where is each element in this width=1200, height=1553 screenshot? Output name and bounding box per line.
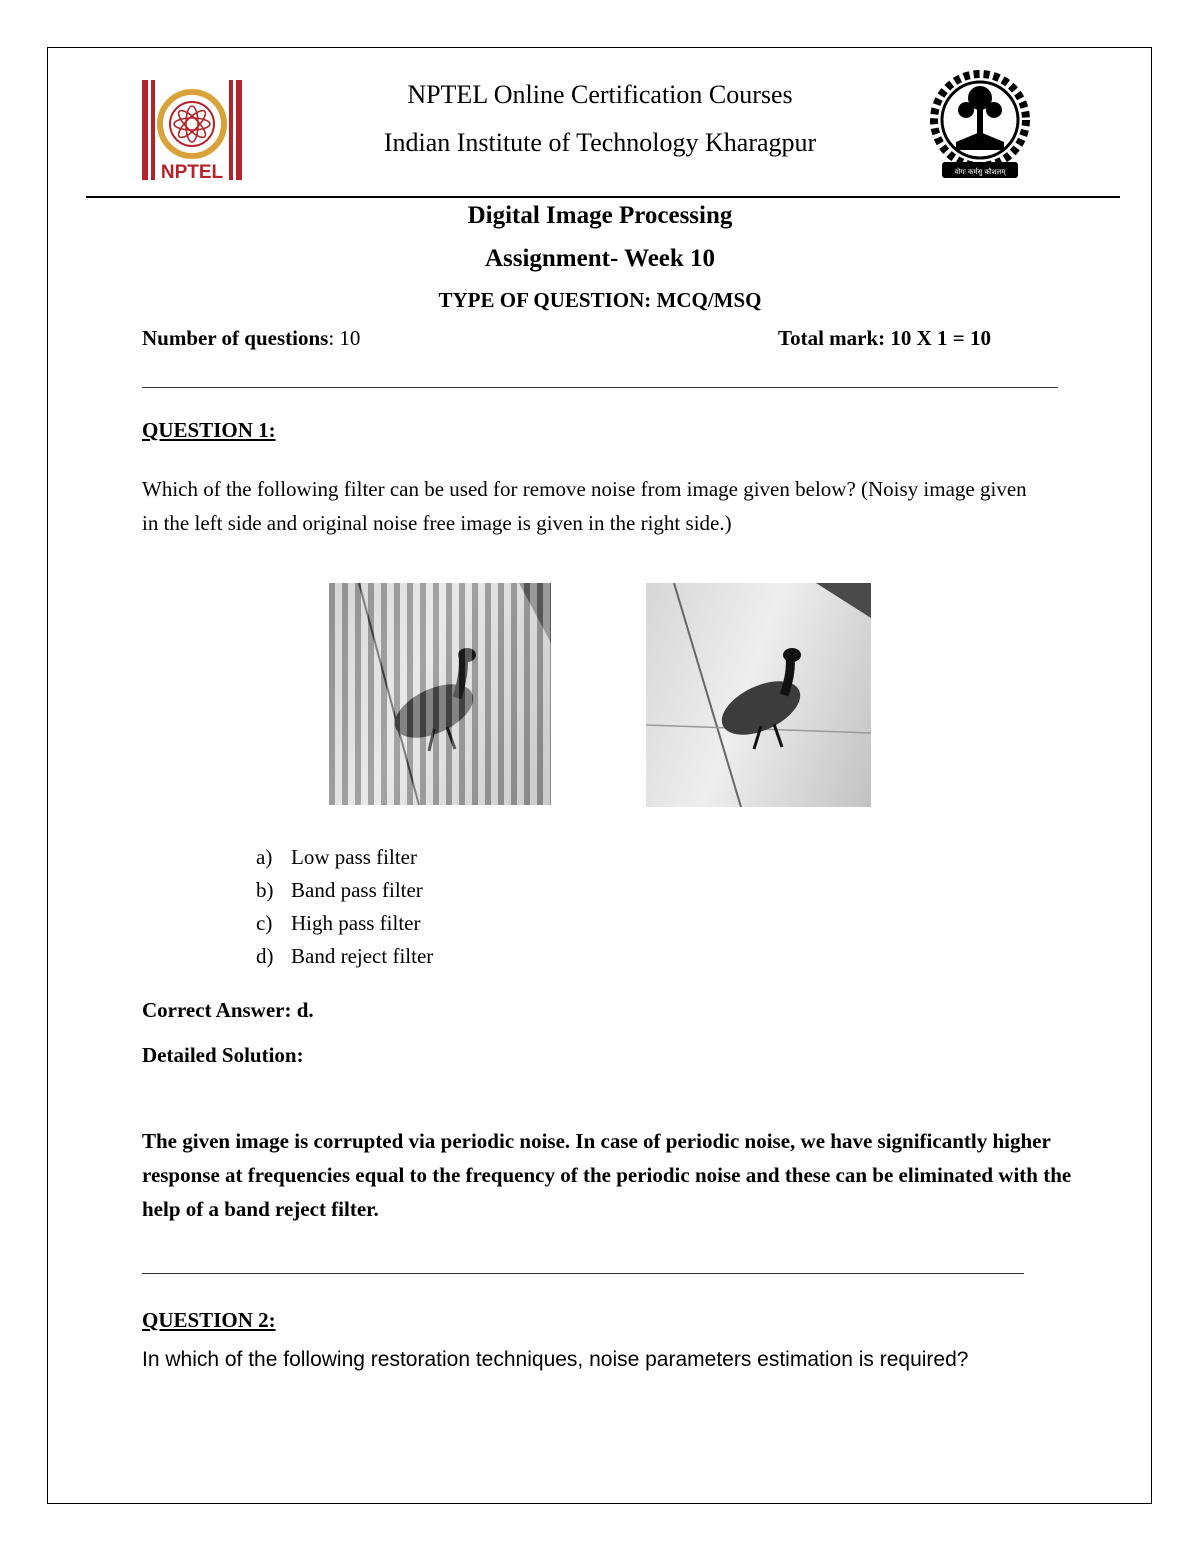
course-title: Digital Image Processing xyxy=(467,202,733,229)
question-2-heading: QUESTION 2: xyxy=(142,1308,276,1332)
option-label: d) xyxy=(256,944,274,968)
question-1-text: Which of the following filter can be used for remove noise from image given below? (Noisy image given in the left side and original noise free image is given in the right side.) xyxy=(142,477,1027,535)
option-a xyxy=(256,845,417,870)
option-d xyxy=(256,944,433,969)
iit-kharagpur-logo xyxy=(928,70,1032,184)
number-of-questions-value: : 10 xyxy=(328,326,361,350)
header-rule xyxy=(86,196,1120,198)
assignment-title: Assignment- Week 10 xyxy=(484,245,716,272)
header-line-1: NPTEL Online Certification Courses xyxy=(407,80,793,109)
number-of-questions-label: Number of questions xyxy=(142,326,329,350)
option-b xyxy=(256,878,423,903)
option-text: Band reject filter xyxy=(291,944,434,968)
nptel-logo xyxy=(140,80,244,184)
noisy-goose-image xyxy=(329,583,551,805)
separator-line xyxy=(142,387,1058,388)
option-text: Band pass filter xyxy=(291,878,423,902)
number-of-questions xyxy=(142,326,360,351)
periodic-noise-stripes xyxy=(329,583,551,805)
question-1-heading: QUESTION 1: xyxy=(142,418,276,442)
option-text: High pass filter xyxy=(291,911,421,935)
clean-goose-image xyxy=(646,583,871,807)
nptel-logo-text: NPTEL xyxy=(160,162,224,183)
option-label: c) xyxy=(256,911,273,935)
solution-heading: Detailed Solution: xyxy=(142,1043,304,1067)
option-c xyxy=(256,911,420,936)
header-line-2: Indian Institute of Technology Kharagpur xyxy=(383,128,817,157)
question-2-text: In which of the following restoration techniques, noise parameters estimation is required? xyxy=(142,1348,969,1371)
iit-logo-motto: योगः कर्मसु कौशलम् xyxy=(954,168,1006,176)
separator-line xyxy=(142,1273,1024,1274)
solution-text: The given image is corrupted via periodic noise. In case of periodic noise, we have significantly higher response at frequencies equal to the frequency of the periodic noise and these can be eliminated with the help of a band reject filter. xyxy=(142,1129,1072,1221)
option-text: Low pass filter xyxy=(291,845,417,869)
correct-answer: Correct Answer: d. xyxy=(142,998,314,1022)
total-mark: Total mark: 10 X 1 = 10 xyxy=(778,326,992,350)
question-type: TYPE OF QUESTION: MCQ/MSQ xyxy=(438,288,762,312)
option-label: a) xyxy=(256,845,273,869)
option-label: b) xyxy=(256,878,274,902)
